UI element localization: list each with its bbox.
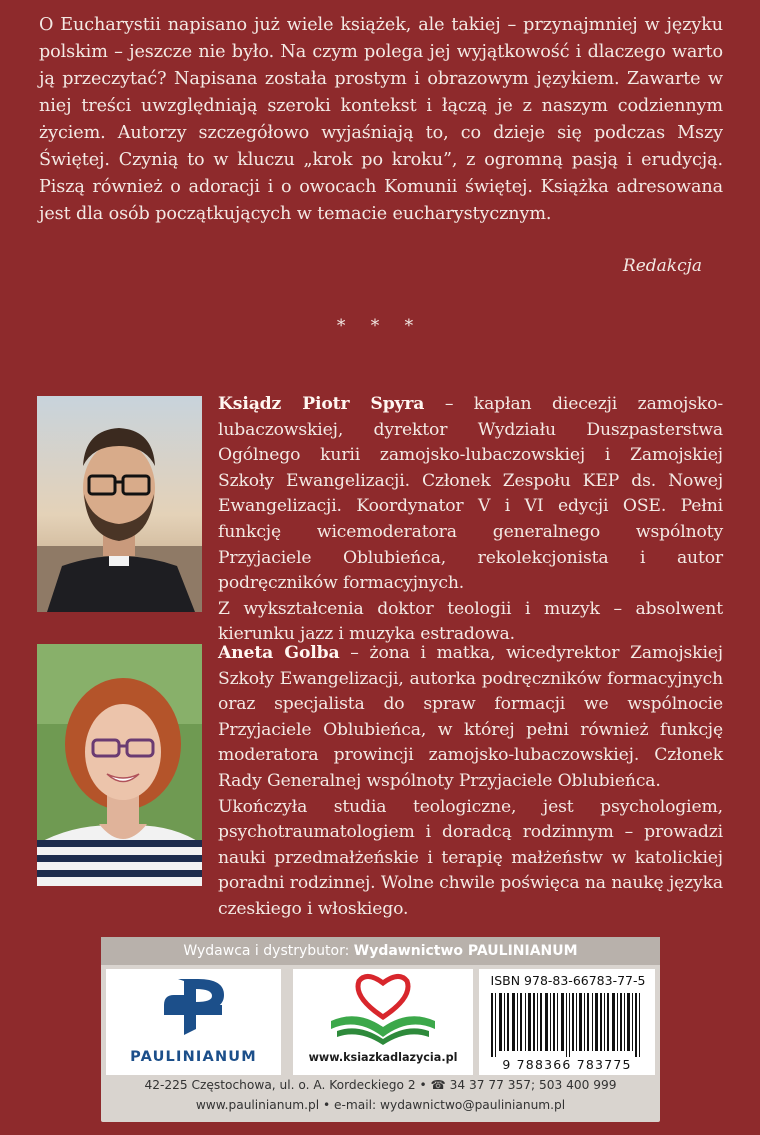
publisher-label: Wydawca i dystrybutor: [183,943,354,959]
publisher-header [101,937,660,965]
author-bio-text: – żona i matka, wicedyrektor Zamojskiej Szkoły Ewangelizacji, autorka podręczników formacyjnych oraz specjalista do spraw formacji we wspólnocie Przyjaciele Oblubieńca, w której pełni również funkcję moderatora prowincji zamojsko-lubaczowskiej. Członek Rady Generalnej wspólnoty Przyjaciele Oblubieńca. [218,643,723,791]
publisher-contact[interactable]: www.paulinianum.pl • e-mail: wydawnictwo@paulinianum.pl [195,1098,566,1112]
ksiazkadlazycia-logo-card [293,969,473,1075]
isbn-text: ISBN 978-83-66783-77-5 [490,973,646,988]
author-photo-aneta-golba [37,644,202,886]
blurb-paragraph: O Eucharystii napisano już wiele książek, ale takiej – przynajmniej w języku polskim – jeszcze nie było. Na czym polega jej wyjątkowość i dlaczego warto ją przeczytać? Napisana została prostym i obrazowym językiem. Zawarte w niej treści uwzględniają szeroki kontekst i łączą je z naszym codziennym życiem. Autorzy szczegółowo wyjaśniają to, co dzieje się podczas Mszy Świętej. Czynią to w kluczu „krok po kroku”, z ogromną pasją i erudycją. Piszą również o adoracji i o owocach Komunii świętej. Książka adresowana jest dla osób początkujących w temacie eucharystycznym. [39,15,723,224]
barcode-icon [479,969,655,1059]
heart-book-logo-icon [293,969,473,1049]
publisher-box [101,937,660,1122]
author-bio-text: Ukończyła studia teologiczne, jest psychologiem, psychotraumatologiem i doradcą rodzinnym – prowadzi nauki przedmałżeńskie i terapię małżeństw w katolickiej poradni rodzinnej. Wolne chwile poświęca na naukę języka czeskiego i włoskiego. [218,796,723,919]
author-photo-piotr-spyra [37,396,202,612]
ksiazkadlazycia-url: www.ksiazkadlazycia.pl [308,1051,458,1064]
section-separator: * * * [336,316,424,336]
paulinianum-logo-card [106,969,281,1075]
author-name: Aneta Golba [218,643,340,663]
publisher-address: 42-225 Częstochowa, ul. o. A. Kordeckiego 2 • ☎ 34 37 77 357; 503 400 999 [144,1078,617,1092]
isbn-barcode-card [479,969,655,1075]
paulinianum-logo-icon [106,969,281,1049]
blurb-signature: Redakcja [622,256,702,276]
barcode-number: 9 788366 783775 [502,1057,632,1072]
publisher-name: Wydawnictwo PAULINIANUM [353,943,578,959]
author-name: Ksiądz Piotr Spyra [218,394,425,414]
author-bio-text: – kapłan diecezji zamojsko-lubaczowskiej, dyrektor Wydziału Duszpasterstwa Ogólnego kurii zamojsko-lubaczowskiej i Zamojskiej Szkoły Ewangelizacji. Członek Zespołu KEP ds. Nowej Ewangelizacji. Koordynator V i VI edycji OSE. Pełni funkcję wicemoderatora generalnego wspólnoty Przyjaciele Oblubieńca, rekolekcjonista i autor podręczników formacyjnych. [218,394,723,594]
paulinianum-logo-text: PAULINIANUM [130,1049,257,1065]
author-bio-text: Z wykształcenia doktor teologii i muzyk – absolwent kierunku jazz i muzyka estradowa. [218,598,723,645]
author-bio-aneta-golba [218,641,723,923]
author-bio-piotr-spyra [218,392,723,648]
